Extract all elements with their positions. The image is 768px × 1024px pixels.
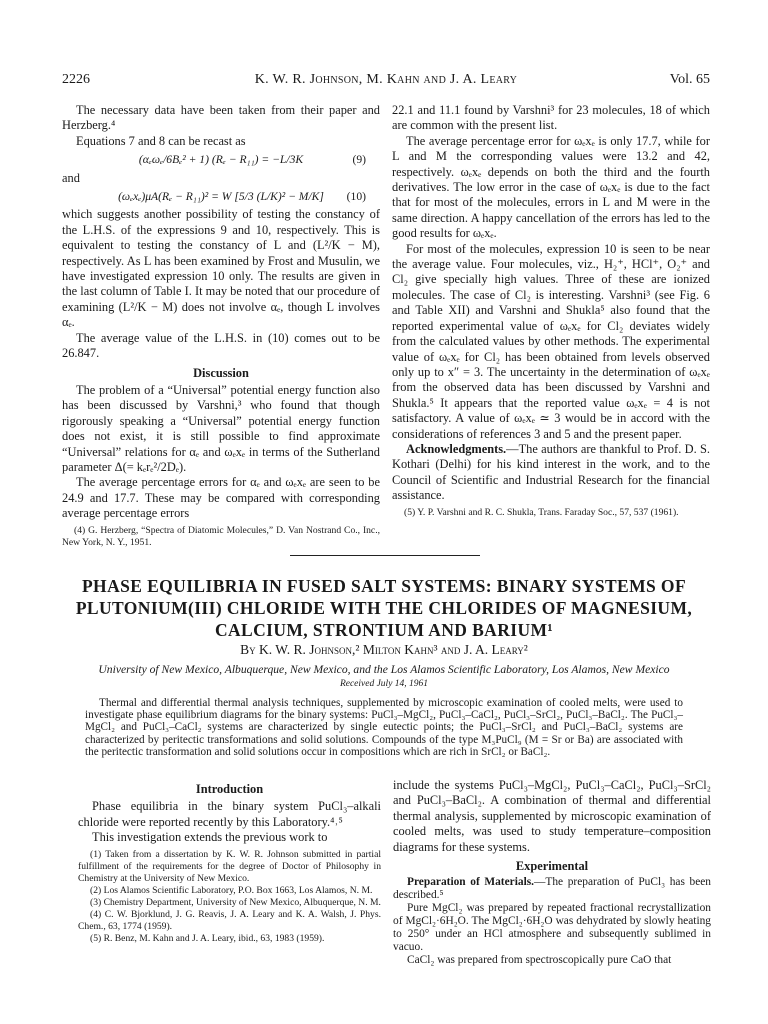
paragraph: CaCl₂ was prepared from spectroscopically pure CaO that bbox=[407, 954, 672, 967]
preparation-label: Preparation of Materials. bbox=[407, 876, 535, 889]
paragraph: Phase equilibria in the binary system PuCl₃–alkali chloride were reported recently by this Laboratory.⁴˒⁵ bbox=[78, 799, 381, 829]
equation-number: (10) bbox=[346, 190, 366, 204]
paragraph: This investigation extends the previous work to bbox=[92, 830, 328, 845]
footnotes bbox=[392, 507, 710, 519]
acknowledgments-label: Acknowledgments. bbox=[406, 441, 507, 456]
equation-number: (9) bbox=[352, 153, 366, 167]
article-divider bbox=[290, 555, 480, 556]
paragraph: and bbox=[62, 170, 80, 185]
preparation-text: —The preparation of PuCl₃ has been described.⁵ bbox=[393, 876, 711, 902]
upper-left-column bbox=[62, 103, 380, 549]
paragraph: The necessary data have been taken from their paper and Herzberg.⁴ bbox=[62, 103, 380, 133]
footnote: (4) G. Herzberg, “Spectra of Diatomic Molecules,” D. Van Nostrand Co., Inc., New York, N. Y., 1951. bbox=[62, 524, 380, 548]
running-header-authors: K. W. R. Johnson, M. Kahn and J. A. Leary bbox=[254, 72, 518, 87]
section-heading-introduction: Introduction bbox=[195, 782, 264, 796]
paragraph: The average percentage error for ωₑxₑ is only 17.7, while for L and M the corresponding values were 13.2 and 42, respectively. ωₑxₑ depends on both the third and the fourth derivatives. The low error in the case of ωₑxₑ is due to the fact that for most of the molecules, errors in L and M were in the same direction. A happy cancellation of the errors has led to the good results for ωₑxₑ. bbox=[392, 133, 710, 241]
paragraph: 22.1 and 11.1 found by Varshni³ for 23 molecules, 18 of which are common with the present list. bbox=[392, 103, 710, 133]
page-number: 2226 bbox=[62, 72, 90, 87]
abstract: Thermal and differential thermal analysis techniques, supplemented by microscopic examination of cooled melts, were used to investigate phase equilibrium diagrams for the binary systems: PuCl₃–MgCl₂, PuCl₃–CaCl₂, PuCl₃–SrCl₂, PuCl₃–BaCl₂. The PuCl₃–MgCl₂ and PuCl₃–CaCl₂ systems are characterized by single eutectic points; the PuCl₃–SrCl₂ and PuCl₃–BaCl₂ systems are characterized by peritectic transformations and solid solutions. Compounds of the type M₃PuCl₉ (M = Sr or Ba) are associated with the peritectic transformation and solid solutions occur in compositions which are rich in SrCl₂ or BaCl₂. bbox=[85, 697, 683, 758]
running-header bbox=[62, 72, 710, 92]
paragraph: Equations 7 and 8 can be recast as bbox=[76, 133, 246, 148]
paragraph: The average percentage errors for αₑ and ωₑxₑ are seen to be 24.9 and 17.7. These may be compared with corresponding average percentage errors bbox=[62, 475, 380, 521]
footnote: (5) R. Benz, M. Kahn and J. A. Leary, ibid., 63, 1983 (1959). bbox=[90, 932, 325, 944]
equation-body: (αₑωₑ/6Bₑ² + 1) (Rₑ − R₁₁) = −L/3K bbox=[138, 153, 304, 167]
section-heading-discussion: Discussion bbox=[193, 365, 249, 380]
footnotes bbox=[62, 525, 380, 549]
paragraph: The problem of a “Universal” potential energy function also has been discussed by Varshni,³ who found that though rigorously speaking a “Universal” potential energy function does not exist, it is still possible to find approximate “Universal” relations for αₑ and ωₑxₑ in terms of the Sutherland parameter Δ(= kₑrₑ²/2Dₑ). bbox=[62, 382, 380, 474]
footnote: (2) Los Alamos Scientific Laboratory, P.O. Box 1663, Los Alamos, N. M. bbox=[90, 884, 373, 896]
footnote: (3) Chemistry Department, University of New Mexico, Albuquerque, N. M. bbox=[90, 896, 381, 908]
volume-number: Vol. 65 bbox=[669, 72, 710, 87]
equation-body: (ωₑxₑ)μA(Rₑ − R₁₁)² = W [5/3 (L/K)² − M/K] bbox=[118, 190, 324, 204]
paragraph: Pure MgCl₂ was prepared by repeated fractional recrystallization of MgCl₂·6H₂O. The MgCl₂·6H₂O was dehydrated by slowly heating to 250° under an HCl atmosphere and subsequently sublimed in vacuo. bbox=[393, 902, 711, 954]
section-heading-experimental: Experimental bbox=[515, 859, 589, 874]
paragraph: For most of the molecules, expression 10 is seen to be near the average value. Four molecules, viz., H₂⁺, HCl⁺, O₂⁺ and Cl₂ give specially high values. Three of these are ionized molecules. The case of Cl₂ is interesting. Varshni³ (see Fig. 6 and Table XII) and Varshni and Shukla⁵ also found that the reported experimental value of ωₑxₑ for Cl₂ deviates widely from the calculated values by other methods. The experimental value of ωₑxₑ for Cl₂ has been obtained from levels observed only up to x″ = 3. The uncertainty in the determination of ωₑxₑ from the observed data has been discussed by Varshni and Shukla.⁵ It appears that the reported value ωₑxₑ = 4 is not satisfactory. A value of ωₑxₑ ≃ 3 would be in accord with the considerations of references 3 and 5 and the present paper. bbox=[392, 241, 710, 441]
lower-right-column bbox=[393, 778, 711, 967]
footnotes bbox=[78, 849, 381, 945]
footnote: (1) Taken from a dissertation by K. W. R. Johnson submitted in partial fulfillment of the requirements for the degree of Doctor of Philosophy in Chemistry at the University of New Mexico. bbox=[78, 848, 381, 884]
equation-10 bbox=[62, 189, 380, 204]
footnote: (5) Y. P. Varshni and R. C. Shukla, Trans. Faraday Soc., 57, 537 (1961). bbox=[404, 506, 679, 518]
preparation-paragraph bbox=[393, 876, 711, 902]
article-title: PHASE EQUILIBRIA IN FUSED SALT SYSTEMS: BINARY SYSTEMS OF PLUTONIUM(III) CHLORIDE WITH THE CHLORIDES OF MAGNESIUM, CALCIUM, STRONTIUM AND BARIUM¹ bbox=[75, 576, 693, 640]
article-authors: By K. W. R. Johnson,² Milton Kahn³ and J. A. Leary² bbox=[240, 642, 528, 657]
paragraph: The average value of the L.H.S. in (10) comes out to be 26.847. bbox=[62, 330, 380, 361]
lower-left-column bbox=[78, 778, 381, 945]
upper-right-column bbox=[392, 103, 710, 519]
acknowledgments-text: —The authors are thankful to Prof. D. S. Kothari (Delhi) for his kind interest in the work, and to the Council of Scientific and Industrial Research for the financial assistance. bbox=[392, 441, 710, 503]
received-date: Received July 14, 1961 bbox=[339, 679, 429, 689]
footnote: (4) C. W. Bjorklund, J. G. Reavis, J. A. Leary and K. A. Walsh, J. Phys. Chem., 63, 1774 (1959). bbox=[78, 908, 381, 932]
paragraph: which suggests another possibility of testing the constancy of the L.H.S. of the expressions 9 and 10, respectively. This is equivalent to testing the constancy of L and (L²/K − M), respectively. As L has been examined by Frost and Musulin, we have investigated expression 10 only. The results are given in the last column of Table I. It may be noted that our procedure of examining (L²/K − M) does not involve αₑ, though L involves αₑ. bbox=[62, 207, 380, 330]
paragraph: include the systems PuCl₃–MgCl₂, PuCl₃–CaCl₂, PuCl₃–SrCl₂ and PuCl₃–BaCl₂. A combination of thermal and differential thermal analysis, supplemented by microscopic examination of cooled melts, was used to study temperature–composition diagrams for these systems. bbox=[393, 778, 711, 854]
equation-9 bbox=[62, 152, 380, 167]
acknowledgments-paragraph bbox=[392, 442, 710, 504]
affiliation: University of New Mexico, Albuquerque, New Mexico, and the Los Alamos Scientific Laboratory, Los Alamos, New Mexico bbox=[98, 663, 670, 676]
